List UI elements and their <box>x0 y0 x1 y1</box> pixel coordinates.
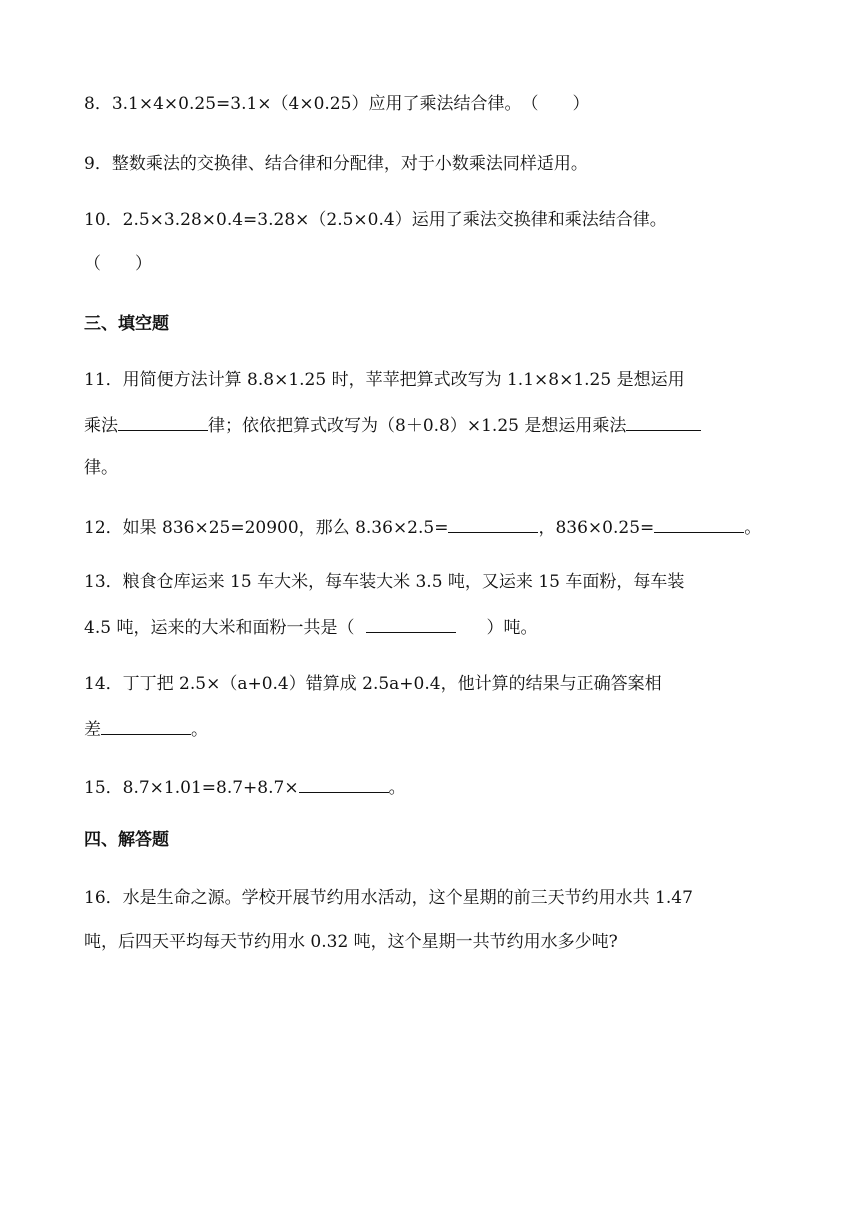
answer-blank-14[interactable] <box>101 716 191 735</box>
question-12-text-a: 12．如果 836×25=20900，那么 8.36×2.5= <box>84 518 449 538</box>
question-9: 9．整数乘法的交换律、结合律和分配律，对于小数乘法同样适用。 <box>84 154 588 174</box>
answer-blank-12b[interactable] <box>654 514 744 533</box>
question-11-line-1: 11．用简便方法计算 8.8×1.25 时，苹苹把算式改写为 1.1×8×1.25 是想运用 <box>84 370 685 390</box>
answer-blank-15[interactable] <box>299 774 389 793</box>
question-12 <box>84 514 761 540</box>
question-14-text-a: 差 <box>84 720 101 740</box>
question-11-text-a: 乘法 <box>84 416 118 436</box>
question-13-line-2 <box>84 614 537 640</box>
question-13-text-a: 4.5 吨，运来的大米和面粉一共是（ <box>84 618 355 638</box>
question-11-line-2 <box>84 412 701 438</box>
section-fill-in-title: 三、填空题 <box>84 314 169 334</box>
section-solve-title: 四、解答题 <box>84 830 169 850</box>
question-14-line-1: 14．丁丁把 2.5×（a+0.4）错算成 2.5a+0.4，他计算的结果与正确答案相 <box>84 674 662 694</box>
question-15-text-a: 15．8.7×1.01=8.7+8.7× <box>84 778 299 798</box>
question-13-text-b: ）吨。 <box>486 618 538 638</box>
question-12-text-b: ，836×0.25= <box>538 518 655 538</box>
question-12-text-c: 。 <box>744 518 762 538</box>
answer-blank-11b[interactable] <box>626 412 701 431</box>
answer-blank-13[interactable] <box>366 614 456 633</box>
question-10-line-1: 10．2.5×3.28×0.4=3.28×（2.5×0.4）运用了乘法交换律和乘法结合律。 <box>84 210 667 230</box>
question-16-line-2: 吨，后四天平均每天节约用水 0.32 吨，这个星期一共节约用水多少吨? <box>84 932 618 952</box>
question-8: 8．3.1×4×0.25=3.1×（4×0.25）应用了乘法结合律。 （ ） <box>84 94 590 114</box>
question-15 <box>84 774 406 800</box>
question-10-line-2: （ ） <box>84 254 152 274</box>
question-16-line-1: 16．水是生命之源。学校开展节约用水活动，这个星期的前三天节约用水共 1.47 <box>84 888 693 908</box>
question-11-line-3: 律。 <box>84 458 118 478</box>
question-13-line-1: 13．粮食仓库运来 15 车大米，每车装大米 3.5 吨，又运来 15 车面粉，每车装 <box>84 572 685 592</box>
answer-blank-12a[interactable] <box>448 514 538 533</box>
question-14-line-2 <box>84 716 208 742</box>
question-14-text-b: 。 <box>191 720 208 740</box>
question-15-text-b: 。 <box>388 778 406 798</box>
answer-blank-11a[interactable] <box>118 412 208 431</box>
question-11-text-b: 律；依依把算式改写为（8＋0.8）×1.25 是想运用乘法 <box>208 416 627 436</box>
